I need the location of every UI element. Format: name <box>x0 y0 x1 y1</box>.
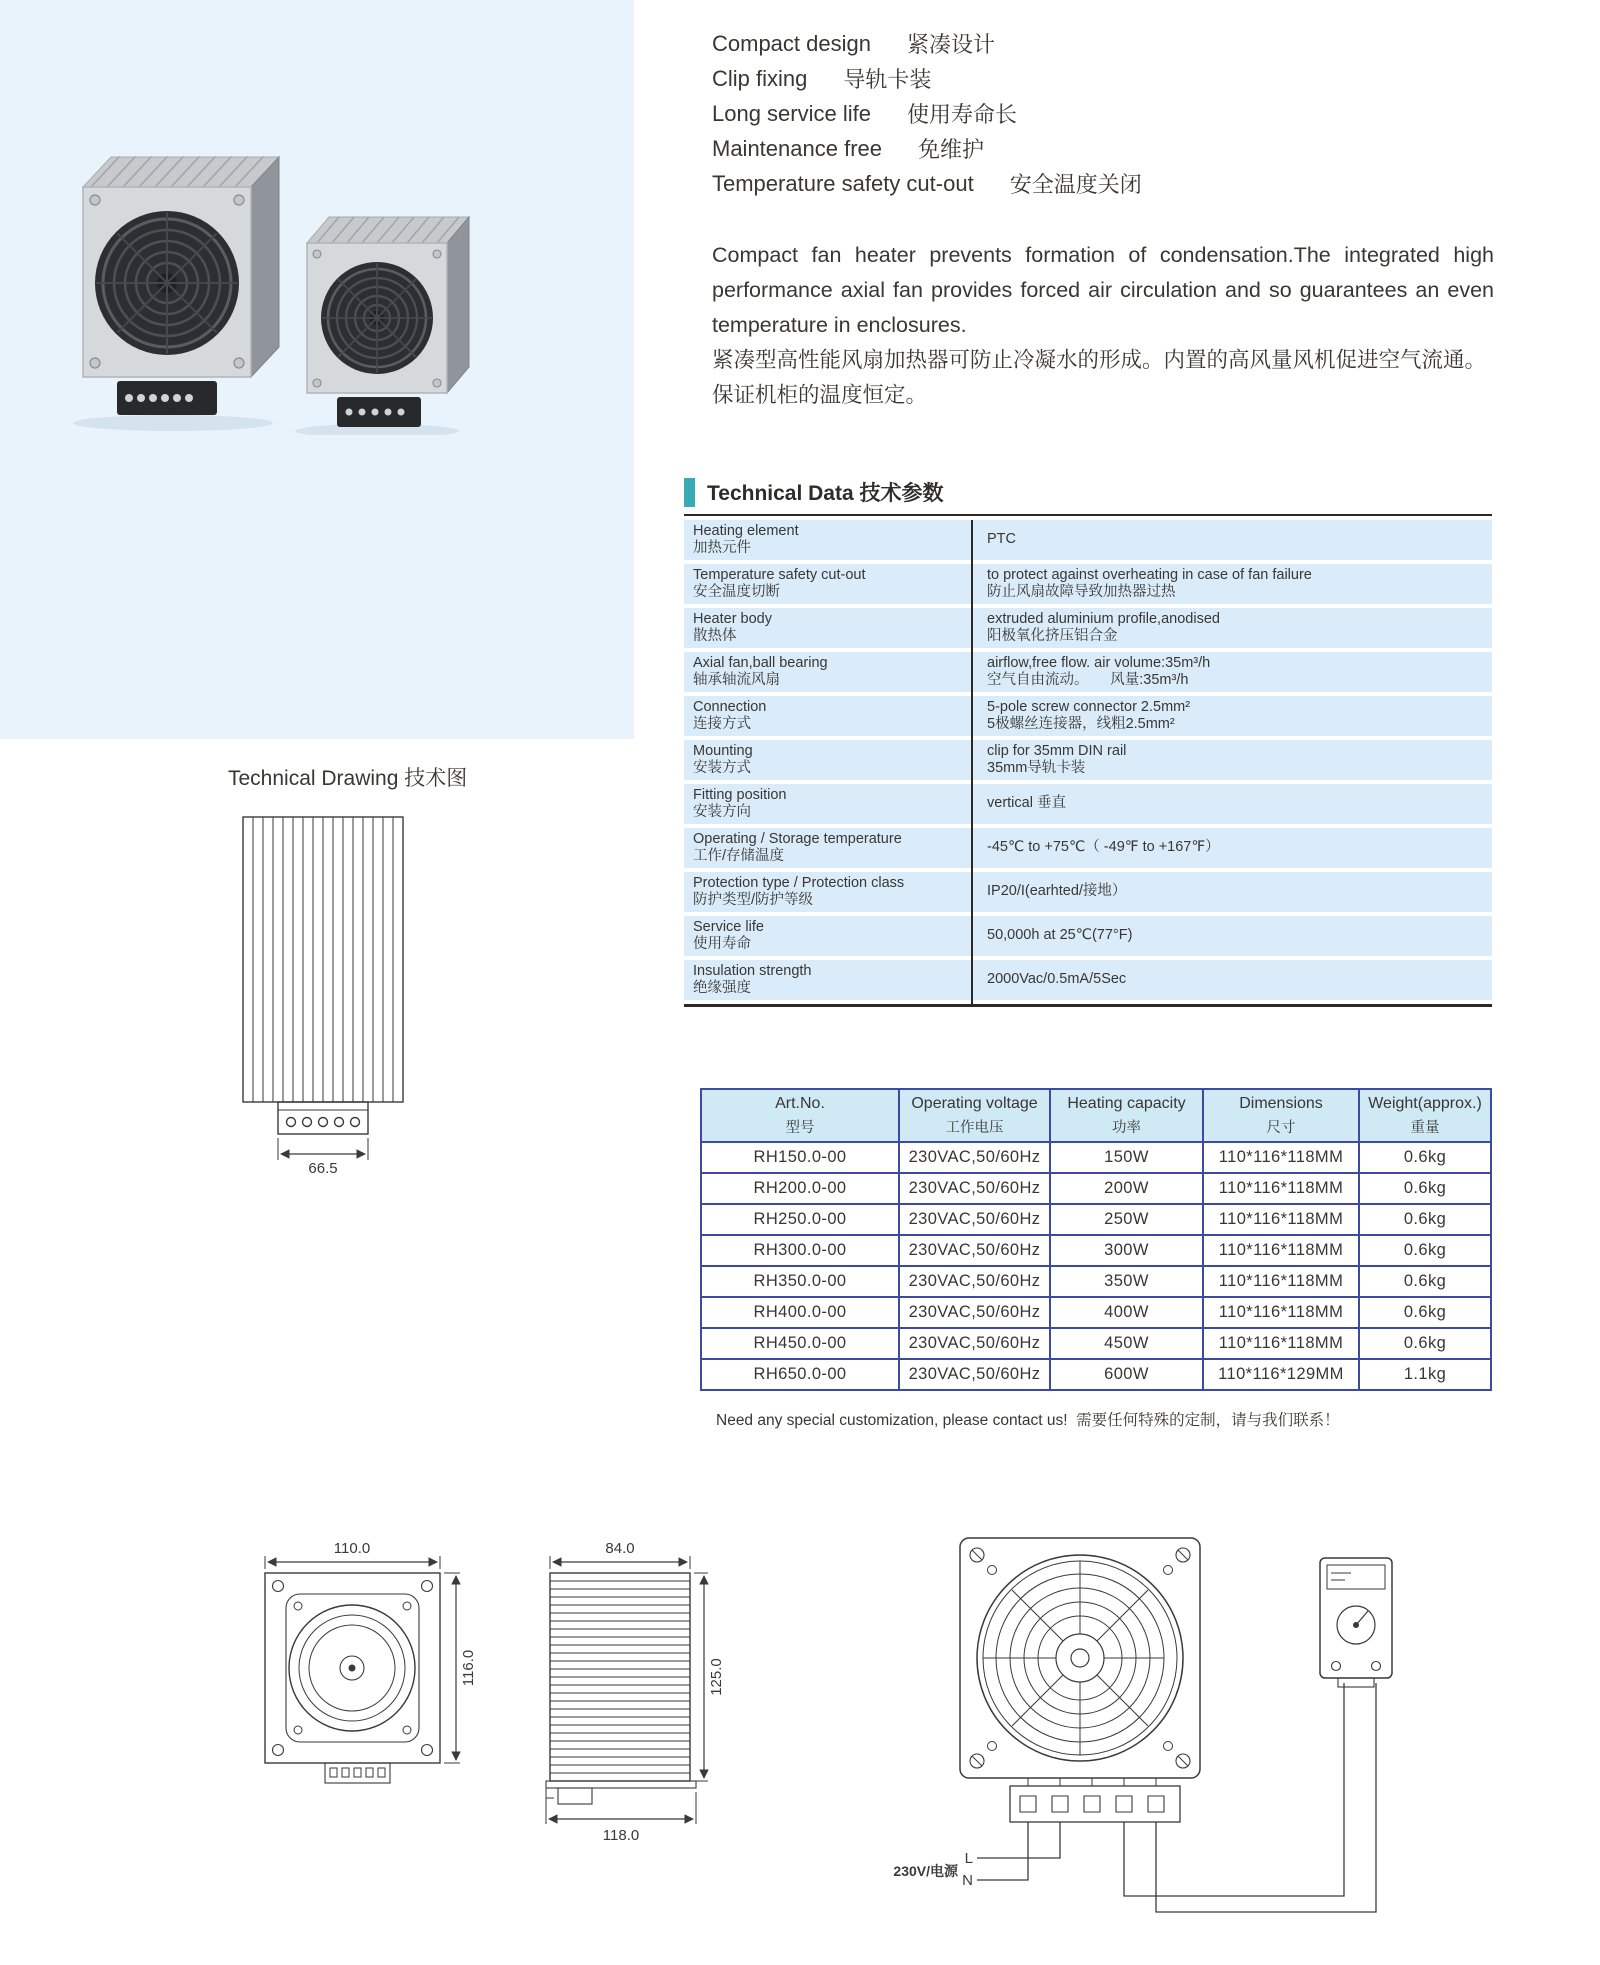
tech-value-en: vertical 垂直 <box>987 795 1066 812</box>
technical-data-header <box>684 477 1492 516</box>
tech-value <box>973 740 1492 780</box>
feature-en: Long service life <box>712 100 871 126</box>
tech-label-en: Protection type / Protection class <box>693 874 905 891</box>
tech-row <box>684 784 1492 824</box>
cell-capacity: 250W <box>1050 1204 1203 1235</box>
feature-item <box>712 61 1142 96</box>
tech-value-en: 2000Vac/0.5mA/5Sec <box>987 971 1127 988</box>
tech-value-zh: 5极螺丝连接器，线粗2.5mm² <box>987 716 1175 732</box>
tech-row <box>684 740 1492 780</box>
tech-value-zh: 阳极氧化挤压铝合金 <box>987 628 1118 644</box>
tech-value-en: IP20/I(earhted/接地） <box>987 883 1127 900</box>
cell-art-no: RH250.0-00 <box>701 1204 899 1235</box>
cell-voltage: 230VAC,50/60Hz <box>899 1204 1050 1235</box>
tech-value-en: PTC <box>987 531 1016 548</box>
product-table <box>700 1088 1492 1391</box>
product-photo <box>55 135 485 435</box>
product-row <box>701 1204 1491 1235</box>
tech-label-zh: 工作/存储温度 <box>693 848 785 864</box>
feature-item <box>712 26 1142 61</box>
cell-weight: 0.6kg <box>1359 1266 1491 1297</box>
tech-label-en: Heater body <box>693 610 772 627</box>
accent-bar <box>684 478 695 507</box>
feature-zh: 使用寿命长 <box>906 102 1017 127</box>
tech-label-zh: 加热元件 <box>693 540 751 556</box>
tech-value-en: airflow,free flow. air volume:35m³/h <box>987 654 1211 671</box>
customization-note: Need any special customization, please contact us! 需要任何特殊的定制，请与我们联系！ <box>716 1412 1340 1429</box>
tech-row <box>684 960 1492 1000</box>
dim-front-height: 116.0 <box>460 1649 477 1687</box>
cell-capacity: 350W <box>1050 1266 1203 1297</box>
tech-value <box>973 520 1492 560</box>
tech-value-en: extruded aluminium profile,anodised <box>987 610 1220 627</box>
dim-profile-width: 66.5 <box>308 1160 338 1177</box>
feature-zh: 导轨卡装 <box>843 67 932 92</box>
cell-voltage: 230VAC,50/60Hz <box>899 1235 1050 1266</box>
product-row <box>701 1173 1491 1204</box>
description-zh: 紧凑型高性能风扇加热器可防止冷凝水的形成。内置的高风量风机促进空气流通。保证机柜的温度恒定。 <box>712 348 1487 407</box>
tech-value-en: to protect against overheating in case of fan failure <box>987 566 1312 583</box>
tech-label-en: Temperature safety cut-out <box>693 566 866 583</box>
cell-voltage: 230VAC,50/60Hz <box>899 1173 1050 1204</box>
tech-label-en: Axial fan,ball bearing <box>693 654 828 671</box>
product-row <box>701 1328 1491 1359</box>
col-header-capacity: Heating capacity 功率 <box>1050 1089 1203 1142</box>
fan-heater-large <box>83 157 279 415</box>
tech-label <box>684 520 971 560</box>
tech-value <box>973 696 1492 736</box>
col-header-dimensions: Dimensions 尺寸 <box>1203 1089 1359 1142</box>
product-row <box>701 1297 1491 1328</box>
tech-label <box>684 872 971 912</box>
tech-label <box>684 608 971 648</box>
tech-label <box>684 828 971 868</box>
tech-value <box>973 828 1492 868</box>
tech-value-en: 5-pole screw connector 2.5mm² <box>987 698 1191 715</box>
feature-en: Maintenance free <box>712 135 882 161</box>
product-description <box>712 238 1494 413</box>
product-table-wrap <box>700 1088 1492 1391</box>
feature-en: Temperature safety cut-out <box>712 170 974 196</box>
feature-zh: 安全温度关闭 <box>1009 172 1142 197</box>
profile-drawing <box>238 812 408 1177</box>
tech-label-zh: 连接方式 <box>693 716 751 732</box>
cell-voltage: 230VAC,50/60Hz <box>899 1297 1050 1328</box>
technical-data-title: Technical Data 技术参数 <box>707 482 944 505</box>
cell-dimensions: 110*116*118MM <box>1203 1235 1359 1266</box>
tech-label-en: Connection <box>693 698 767 715</box>
tech-value <box>973 960 1492 1000</box>
tech-label <box>684 652 971 692</box>
product-row <box>701 1266 1491 1297</box>
wiring-label-l: L <box>964 1850 973 1867</box>
tech-row <box>684 608 1492 648</box>
tech-value <box>973 872 1492 912</box>
tech-row <box>684 564 1492 604</box>
tech-label-en: Operating / Storage temperature <box>693 830 902 847</box>
tech-label-zh: 安装方式 <box>693 760 751 776</box>
cell-art-no: RH650.0-00 <box>701 1359 899 1390</box>
cell-capacity: 150W <box>1050 1142 1203 1173</box>
cell-capacity: 200W <box>1050 1173 1203 1204</box>
tech-label-zh: 散热体 <box>693 628 737 644</box>
dim-front-width: 110.0 <box>333 1540 371 1557</box>
technical-data-section <box>684 477 1492 1007</box>
tech-label-zh: 安全温度切断 <box>693 584 780 600</box>
feature-zh: 免维护 <box>918 137 985 162</box>
dim-side-depth: 118.0 <box>602 1827 640 1844</box>
technical-data-table <box>684 520 1492 1007</box>
wiring-label-power: 230V/电源 <box>893 1863 958 1879</box>
description-en: Compact fan heater prevents formation of condensation.The integrated high performance axial fan provides forced air circulation and so guarantees an even temperature in enclosures. <box>712 243 1494 337</box>
side-view-drawing <box>546 1556 708 1824</box>
cell-art-no: RH350.0-00 <box>701 1266 899 1297</box>
cell-dimensions: 110*116*118MM <box>1203 1328 1359 1359</box>
feature-list <box>712 26 1142 201</box>
cell-weight: 0.6kg <box>1359 1235 1491 1266</box>
feature-zh: 紧凑设计 <box>906 32 995 57</box>
table-divider <box>971 520 973 1004</box>
tech-label <box>684 960 971 1000</box>
tech-label-en: Heating element <box>693 522 799 539</box>
tech-label-en: Insulation strength <box>693 962 812 979</box>
tech-row <box>684 696 1492 736</box>
cell-weight: 0.6kg <box>1359 1173 1491 1204</box>
tech-value-en: 50,000h at 25℃(77°F) <box>987 927 1133 944</box>
wiring-diagram <box>960 1538 1392 1912</box>
cell-weight: 0.6kg <box>1359 1328 1491 1359</box>
tech-value <box>973 608 1492 648</box>
tech-label <box>684 696 971 736</box>
product-table-header-row <box>701 1089 1491 1142</box>
photo-shadow <box>73 415 273 431</box>
tech-label <box>684 916 971 956</box>
cell-capacity: 600W <box>1050 1359 1203 1390</box>
feature-item <box>712 131 1142 166</box>
cell-weight: 0.6kg <box>1359 1204 1491 1235</box>
cell-weight: 1.1kg <box>1359 1359 1491 1390</box>
cell-art-no: RH300.0-00 <box>701 1235 899 1266</box>
feature-item <box>712 96 1142 131</box>
cell-dimensions: 110*116*118MM <box>1203 1297 1359 1328</box>
product-row <box>701 1235 1491 1266</box>
technical-drawing-label: Technical Drawing 技术图 <box>228 767 468 790</box>
cell-capacity: 400W <box>1050 1297 1203 1328</box>
tech-label-en: Service life <box>693 918 764 935</box>
tech-value-en: clip for 35mm DIN rail <box>987 742 1127 759</box>
tech-value-en: -45℃ to +75℃（ -49℉ to +167℉） <box>987 839 1220 856</box>
cell-dimensions: 110*116*118MM <box>1203 1204 1359 1235</box>
cell-weight: 0.6kg <box>1359 1142 1491 1173</box>
fan-heater-small <box>307 217 469 427</box>
cell-art-no: RH400.0-00 <box>701 1297 899 1328</box>
tech-value-zh: 防止风扇故障导致加热器过热 <box>987 584 1176 600</box>
tech-value <box>973 784 1492 824</box>
product-row <box>701 1142 1491 1173</box>
tech-value-zh: 35mm导轨卡装 <box>987 760 1086 776</box>
tech-label <box>684 784 971 824</box>
product-row <box>701 1359 1491 1390</box>
tech-row <box>684 520 1492 560</box>
cell-capacity: 300W <box>1050 1235 1203 1266</box>
feature-en: Clip fixing <box>712 65 808 91</box>
cell-dimensions: 110*116*118MM <box>1203 1173 1359 1204</box>
cell-weight: 0.6kg <box>1359 1297 1491 1328</box>
tech-value-zh: 空气自由流动。 风量:35m³/h <box>987 672 1189 688</box>
cell-art-no: RH450.0-00 <box>701 1328 899 1359</box>
col-header-weight: Weight(approx.) 重量 <box>1359 1089 1491 1142</box>
tech-label-zh: 轴承轴流风扇 <box>693 672 780 688</box>
tech-label-zh: 使用寿命 <box>693 936 751 952</box>
cell-voltage: 230VAC,50/60Hz <box>899 1266 1050 1297</box>
tech-value <box>973 916 1492 956</box>
tech-row <box>684 828 1492 868</box>
cell-dimensions: 110*116*118MM <box>1203 1142 1359 1173</box>
cell-capacity: 450W <box>1050 1328 1203 1359</box>
cell-voltage: 230VAC,50/60Hz <box>899 1359 1050 1390</box>
tech-row <box>684 872 1492 912</box>
col-header-art-no: Art.No. 型号 <box>701 1089 899 1142</box>
tech-label-en: Mounting <box>693 742 753 759</box>
tech-label-zh: 安装方向 <box>693 804 751 820</box>
dimension-drawings <box>240 1528 1450 1928</box>
tech-value <box>973 564 1492 604</box>
tech-value <box>973 652 1492 692</box>
tech-label-en: Fitting position <box>693 786 787 803</box>
dim-side-width: 84.0 <box>605 1540 635 1557</box>
tech-label-zh: 防护类型/防护等级 <box>693 892 814 908</box>
tech-row <box>684 652 1492 692</box>
cell-dimensions: 110*116*118MM <box>1203 1266 1359 1297</box>
feature-en: Compact design <box>712 30 871 56</box>
cell-voltage: 230VAC,50/60Hz <box>899 1142 1050 1173</box>
front-view-drawing <box>265 1556 460 1783</box>
col-header-voltage: Operating voltage 工作电压 <box>899 1089 1050 1142</box>
tech-row <box>684 916 1492 956</box>
tech-label-zh: 绝缘强度 <box>693 980 751 996</box>
cell-dimensions: 110*116*129MM <box>1203 1359 1359 1390</box>
feature-item <box>712 166 1142 201</box>
product-photo-panel <box>0 0 634 739</box>
cell-art-no: RH150.0-00 <box>701 1142 899 1173</box>
tech-label <box>684 564 971 604</box>
dim-side-height: 125.0 <box>708 1658 725 1696</box>
tech-label <box>684 740 971 780</box>
cell-voltage: 230VAC,50/60Hz <box>899 1328 1050 1359</box>
wiring-label-n: N <box>962 1872 973 1889</box>
cell-art-no: RH200.0-00 <box>701 1173 899 1204</box>
